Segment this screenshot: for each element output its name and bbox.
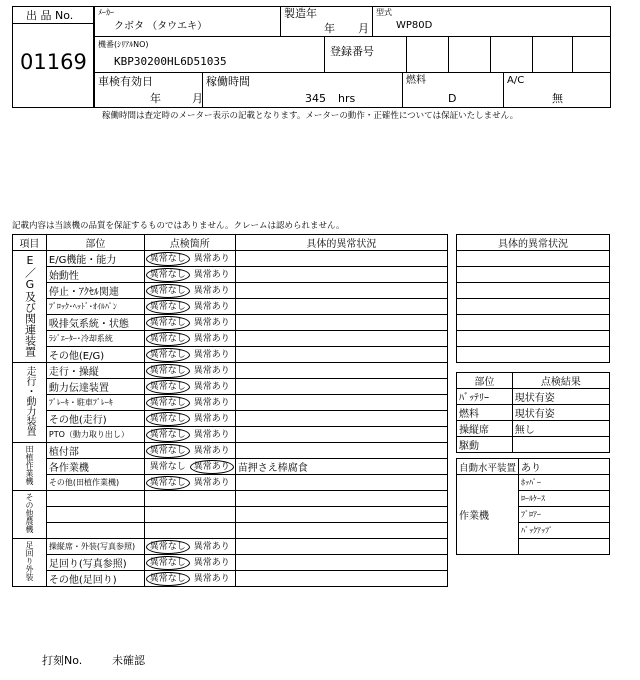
group-label [13, 491, 47, 539]
detail-cell [235, 411, 447, 427]
part-cell: 操縦席・外装(写真参照) [46, 539, 144, 555]
abnormal-option: 異常あり [193, 542, 230, 552]
header-block [0, 0, 640, 110]
normal-option: 異常なし [146, 540, 190, 554]
table-row [457, 437, 610, 453]
maker-value: クボタ （タウエキ） [114, 21, 208, 32]
normal-option: 異常なし [146, 300, 190, 314]
check-cell [144, 267, 235, 283]
table-row [13, 411, 448, 427]
abnormal-option: 異常あり [193, 558, 230, 568]
hours-label: 稼働時間 [206, 75, 250, 88]
detail-cell [235, 395, 447, 411]
check-cell [144, 443, 235, 459]
group-label [13, 363, 47, 443]
check-cell [144, 379, 235, 395]
table-row [457, 405, 610, 421]
table-row [13, 507, 448, 523]
group-label-text: その他農機 [24, 493, 34, 533]
ac-value: 無 [552, 92, 563, 105]
detail-cell [235, 427, 447, 443]
inspection-table [12, 234, 448, 587]
table-row [13, 363, 448, 379]
part-cell: ﾌﾞﾛｯｸ･ﾍｯﾄﾞ･ｵｲﾙﾊﾟﾝ [46, 299, 144, 315]
detail-cell [235, 315, 447, 331]
abnormal-option: 異常あり [193, 574, 230, 584]
detail-cell [235, 347, 447, 363]
blank-row [457, 347, 610, 363]
normal-option: 異常なし [146, 348, 190, 362]
part-cell [46, 523, 144, 539]
normal-option: 異常なし [146, 428, 190, 442]
check-header-result: 点検結果 [512, 373, 609, 389]
model-value: WP80D [396, 20, 433, 31]
blank-cell [457, 251, 610, 267]
abnormal-option: 異常あり [190, 460, 234, 474]
work-machine-item: ﾛｰﾙｹｰｽ [519, 491, 610, 507]
blank-row [457, 315, 610, 331]
check-cell [144, 299, 235, 315]
table-row [13, 379, 448, 395]
table-row [13, 395, 448, 411]
blank-row [457, 331, 610, 347]
part-cell: 停止・ｱｸｾﾙ関連 [46, 283, 144, 299]
abnormal-option: 異常あり [193, 382, 230, 392]
check-cell [144, 283, 235, 299]
abnormal-option: 異常あり [193, 430, 230, 440]
model-label: 型式 [376, 8, 392, 17]
check-cell [144, 331, 235, 347]
inspection-table-header [13, 235, 448, 251]
check-part: 操縦席 [457, 421, 513, 437]
detail-cell [235, 571, 447, 587]
blank-cell [457, 347, 610, 363]
part-cell: ﾗｼﾞｴｰﾀｰ･冷却系統 [46, 331, 144, 347]
check-part: 駆動 [457, 437, 513, 453]
part-cell [46, 507, 144, 523]
work-machine-item: ﾌﾞﾛｱｰ [519, 507, 610, 523]
table-row [13, 459, 448, 475]
detail-cell [235, 507, 447, 523]
right-detail-table [456, 234, 610, 363]
detail-cell [235, 539, 447, 555]
detail-cell [235, 251, 447, 267]
group-label-text: 田植作業機 [24, 445, 34, 485]
blank-row [457, 267, 610, 283]
check-cell [144, 539, 235, 555]
normal-option: 異常なし [146, 476, 190, 490]
item-no-value: 01169 [20, 50, 87, 74]
ac-label: A/C [507, 75, 525, 86]
work-machine-label: 作業機 [457, 475, 519, 555]
blank-cell [457, 283, 610, 299]
table-row [13, 299, 448, 315]
part-cell: 走行・操縦 [46, 363, 144, 379]
equipment-table [456, 458, 610, 555]
serial-value: KBP30200HL6D51035 [114, 55, 227, 68]
normal-option: 異常なし [146, 332, 190, 346]
table-row [13, 475, 448, 491]
abnormal-option: 異常あり [193, 366, 230, 376]
detail-cell [235, 443, 447, 459]
stamp-label: 打刻No. [42, 654, 83, 667]
detail-cell [235, 363, 447, 379]
part-cell: その他(田植作業機) [46, 475, 144, 491]
group-label [13, 443, 47, 491]
check-cell [144, 347, 235, 363]
check-cell [144, 363, 235, 379]
hours-unit: hrs [338, 92, 356, 105]
normal-option: 異常なし [146, 396, 190, 410]
abnormal-option: 異常あり [193, 302, 230, 312]
table-row [13, 555, 448, 571]
item-no-label: 出 品 No. [26, 9, 74, 22]
abnormal-option: 異常あり [193, 254, 230, 264]
year-suffix: 年 [324, 22, 335, 35]
part-cell: 植付部 [46, 443, 144, 459]
part-cell: その他(E/G) [46, 347, 144, 363]
check-result-table [456, 372, 610, 453]
abnormal-option: 異常あり [193, 398, 230, 408]
table-row [457, 389, 610, 405]
check-cell [144, 555, 235, 571]
group-label-text: 走行・動力装置 [23, 366, 35, 436]
table-row [457, 421, 610, 437]
check-result: 無し [512, 421, 609, 437]
detail-cell [235, 379, 447, 395]
table-row [13, 571, 448, 587]
table-row [13, 427, 448, 443]
abnormal-option: 異常あり [193, 446, 230, 456]
year-label: 製造年 [284, 7, 317, 20]
detail-cell [235, 475, 447, 491]
group-label [13, 251, 47, 363]
right-detail-header: 具体的異常状況 [457, 235, 610, 251]
normal-option: 異常なし [146, 364, 190, 378]
inspection-year-suffix: 年 [150, 92, 161, 105]
check-cell [144, 251, 235, 267]
auto-level-label: 自動水平装置 [457, 459, 519, 475]
check-cell [144, 315, 235, 331]
detail-cell [235, 331, 447, 347]
part-cell: E/G機能・能力 [46, 251, 144, 267]
check-header-part: 部位 [457, 373, 513, 389]
check-result: 現状有姿 [512, 405, 609, 421]
check-cell [144, 507, 235, 523]
part-cell: 吸排気系統・状態 [46, 315, 144, 331]
blank-cell [457, 331, 610, 347]
header-check: 点検箇所 [144, 235, 235, 251]
fuel-label: 燃料 [406, 75, 426, 86]
check-part: ﾊﾞｯﾃﾘｰ [457, 389, 513, 405]
detail-cell: 苗押さえ棒腐食 [235, 459, 447, 475]
check-cell [144, 459, 235, 475]
stamp-value: 未確認 [112, 654, 145, 667]
header-item: 項目 [13, 235, 47, 251]
part-cell: PTO（動力取り出し） [46, 427, 144, 443]
detail-cell [235, 555, 447, 571]
check-result [512, 437, 609, 453]
part-cell: ﾌﾞﾚｰｷ・駐車ﾌﾞﾚｰｷ [46, 395, 144, 411]
header-detail: 具体的異常状況 [235, 235, 447, 251]
check-cell [144, 395, 235, 411]
normal-option: 異常なし [146, 444, 190, 458]
abnormal-option: 異常あり [193, 286, 230, 296]
header-part: 部位 [46, 235, 144, 251]
part-cell: 足回り(写真参照) [46, 555, 144, 571]
table-row [13, 267, 448, 283]
check-result: 現状有姿 [512, 389, 609, 405]
table-row [457, 475, 610, 491]
inspection-label: 車検有効日 [98, 75, 153, 88]
abnormal-option: 異常あり [193, 414, 230, 424]
blank-cell [457, 267, 610, 283]
table-row [13, 331, 448, 347]
normal-option: 異常なし [146, 572, 190, 586]
maker-label: ﾒｰｶｰ [98, 8, 114, 17]
group-label-text: 足回り外装 [24, 541, 34, 581]
check-cell [144, 427, 235, 443]
abnormal-option: 異常あり [193, 350, 230, 360]
check-cell [144, 491, 235, 507]
normal-option: 異常なし [146, 284, 190, 298]
check-cell [144, 523, 235, 539]
part-cell: 動力伝達装置 [46, 379, 144, 395]
table-row [13, 523, 448, 539]
month-suffix: 月 [358, 22, 369, 35]
quality-note: 記載内容は当該機の品質を保証するものではありません。クレームは認められません。 [12, 221, 345, 231]
blank-cell [457, 315, 610, 331]
part-cell: その他(足回り) [46, 571, 144, 587]
fuel-value: D [448, 92, 457, 105]
normal-option: 異常なし [146, 556, 190, 570]
abnormal-option: 異常あり [193, 318, 230, 328]
registration-label: 登録番号 [330, 45, 374, 58]
group-label-text: E／G及び関連装置 [23, 253, 37, 357]
detail-cell [235, 283, 447, 299]
inspection-month-suffix: 月 [192, 92, 203, 105]
blank-row [457, 299, 610, 315]
blank-row [457, 283, 610, 299]
check-cell [144, 571, 235, 587]
normal-option: 異常なし [146, 380, 190, 394]
part-cell [46, 491, 144, 507]
table-row [13, 283, 448, 299]
part-cell: 各作業機 [46, 459, 144, 475]
abnormal-option: 異常あり [193, 478, 230, 488]
part-cell: 始動性 [46, 267, 144, 283]
normal-option: 異常なし [146, 252, 190, 266]
table-row [13, 251, 448, 267]
check-part: 燃料 [457, 405, 513, 421]
blank-cell [457, 299, 610, 315]
check-cell [144, 411, 235, 427]
table-row [13, 443, 448, 459]
part-cell: その他(走行) [46, 411, 144, 427]
normal-option: 異常なし [149, 462, 186, 472]
normal-option: 異常なし [146, 316, 190, 330]
work-machine-item: ﾎｯﾊﾟｰ [519, 475, 610, 491]
work-machine-item: ﾊﾞｯｸｱｯﾌﾟ [519, 523, 610, 539]
table-row [13, 347, 448, 363]
group-label [13, 539, 47, 587]
serial-label: 機番(ｼﾘｱﾙNO) [98, 40, 149, 49]
blank-row [457, 251, 610, 267]
abnormal-option: 異常あり [193, 270, 230, 280]
work-machine-item [519, 539, 610, 555]
check-cell [144, 475, 235, 491]
detail-cell [235, 299, 447, 315]
detail-cell [235, 523, 447, 539]
table-row [13, 315, 448, 331]
table-row [13, 539, 448, 555]
hours-value: 345 [305, 92, 326, 105]
auto-level-value: あり [519, 459, 610, 475]
abnormal-option: 異常あり [193, 334, 230, 344]
detail-cell [235, 491, 447, 507]
normal-option: 異常なし [146, 412, 190, 426]
hours-note: 稼働時間は査定時のメーター表示の記載となります。メーターの動作・正確性については保証いたしません。 [102, 111, 519, 121]
detail-cell [235, 267, 447, 283]
normal-option: 異常なし [146, 268, 190, 282]
table-row [13, 491, 448, 507]
